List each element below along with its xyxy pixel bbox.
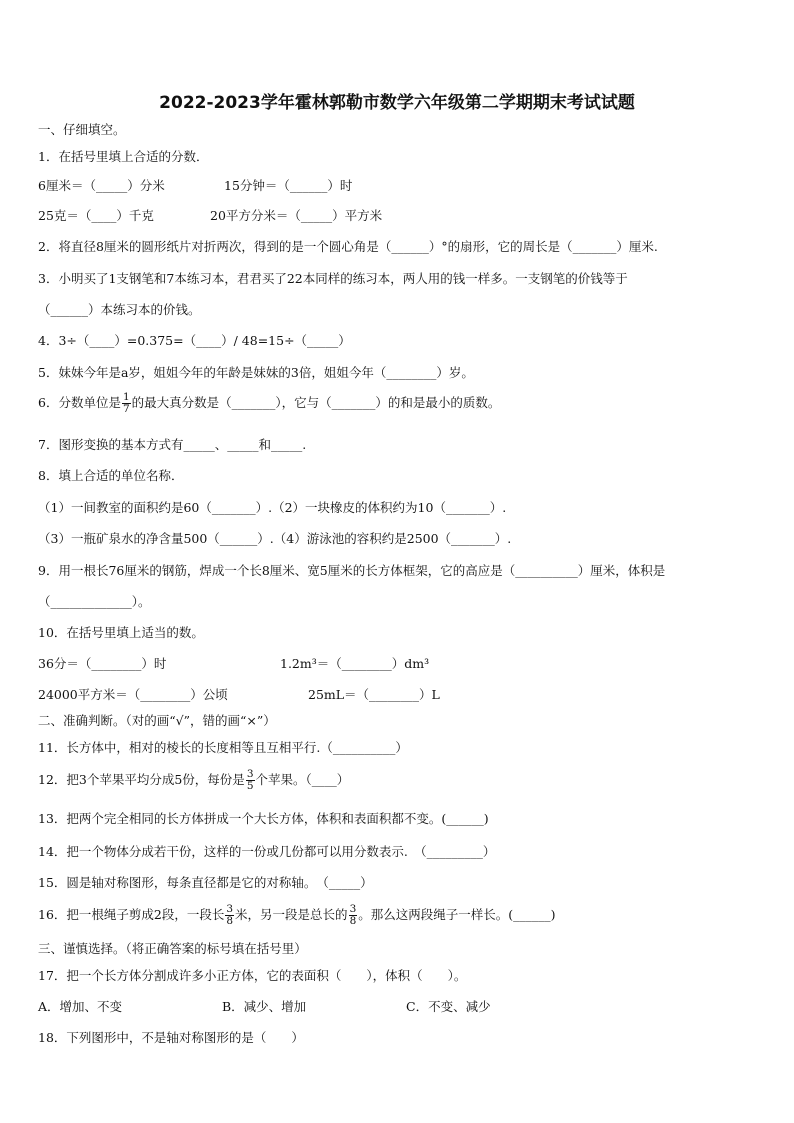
- line-q13: 13．把两个完全相同的长方体拼成一个大长方体，体积和表面积都不变。(______): [38, 811, 489, 826]
- line-s1: 一、仔细填空。: [38, 122, 126, 137]
- line-q8b: （3）一瓶矿泉水的净含量500（______）.（4）游泳池的容积约是2500（_______）.: [38, 531, 512, 546]
- line-q7: 7．图形变换的基本方式有_____、_____和_____.: [38, 437, 307, 452]
- q16-text-before: 16．把一根绳子剪成2段，一段长: [38, 907, 225, 922]
- q16-fraction-2: [349, 904, 358, 927]
- line-q10: 10．在括号里填上适当的数。: [38, 625, 204, 640]
- line-q5: 5．妹妹今年是a岁，姐姐今年的年龄是妹妹的3倍，姐姐今年（________）岁。: [38, 365, 474, 380]
- line-q6: [38, 392, 500, 415]
- line-q17: 17．把一个长方体分割成许多小正方体，它的表面积（ ），体积（ ）。: [38, 968, 467, 983]
- q12-fraction-denominator: 5: [246, 780, 254, 792]
- q16-text-after-2: 。那么这两段绳子一样长。(______): [358, 907, 556, 922]
- line-q14: 14．把一个物体分成若干份，这样的一份或几份都可以用分数表示. （_________）: [38, 844, 496, 859]
- q12-fraction: [246, 769, 255, 792]
- q6-fraction-denominator: 7: [122, 403, 130, 415]
- q6-text-before: 6．分数单位是: [38, 395, 121, 410]
- q16-fraction: [225, 904, 234, 927]
- q6-fraction-numerator: 1: [122, 391, 130, 403]
- line-q8: 8．填上合适的单位名称．: [38, 468, 184, 483]
- line-q9b: （_____________）。: [38, 594, 151, 609]
- line-q3a: 3．小明买了1支钢笔和7本练习本，君君买了22本同样的练习本，两人用的钱一样多。一支钢笔的价钱等于: [38, 271, 628, 286]
- q6-fraction: [122, 392, 131, 415]
- q16-fraction-2-denominator: 8: [349, 915, 357, 927]
- line-q10a-part-1: 1.2m³＝（________）dm³: [280, 656, 430, 671]
- line-q4: 4．3÷（____）=0.375=（____）/ 48=15÷（_____）: [38, 333, 351, 348]
- line-q1: 1．在括号里填上合适的分数．: [38, 149, 209, 164]
- line-q15: 15．圆是轴对称图形，每条直径都是它的对称轴。 （_____）: [38, 875, 373, 890]
- line-q11: 11．长方体中，相对的棱长的长度相等且互相平行.（__________）: [38, 740, 408, 755]
- q16-fraction-numerator: 3: [226, 903, 234, 915]
- line-q2: 2．将直径8厘米的圆形纸片对折两次，得到的是一个圆心角是（______）°的扇形，它的周长是（_______）厘米.: [38, 239, 658, 254]
- line-q12: [38, 769, 349, 792]
- q12-text-after: 个苹果。（____）: [255, 772, 350, 787]
- line-q17o-part-2: C．不变、减少: [406, 999, 491, 1014]
- line-q17o-part-1: B．减少、增加: [222, 999, 307, 1014]
- page-title: 2022-2023学年霍林郭勒市数学六年级第二学期期末考试试题: [159, 93, 635, 113]
- line-q9a: 9．用一根长76厘米的钢筋，焊成一个长8厘米、宽5厘米的长方体框架，它的高应是（__________）厘米，体积是: [38, 563, 666, 578]
- line-q10b-part-1: 25mL＝（________）L: [308, 687, 440, 702]
- line-q18: 18．下列图形中，不是轴对称图形的是（ ）: [38, 1030, 304, 1045]
- line-q1b-part-0: 25克＝（____）千克: [38, 208, 154, 223]
- q16-fraction-denominator: 8: [226, 915, 234, 927]
- line-q10b-part-0: 24000平方米＝（________）公顷: [38, 687, 228, 702]
- line-q10a-part-0: 36分＝（________）时: [38, 656, 167, 671]
- line-q3b: （______）本练习本的价钱。: [38, 302, 201, 317]
- q6-text-after: 的最大真分数是（_______），它与（_______）的和是最小的质数。: [131, 395, 501, 410]
- line-s3: 三、谨慎选择。（将正确答案的标号填在括号里）: [38, 941, 307, 956]
- line-q8a: （1）一间教室的面积约是60（_______）.（2）一块橡皮的体积约为10（_______）.: [38, 500, 507, 515]
- line-q16: [38, 904, 556, 927]
- line-q1a-part-0: 6厘米＝（_____）分米: [38, 178, 165, 193]
- line-q1b-part-1: 20平方分米＝（_____）平方米: [210, 208, 383, 223]
- q16-text-after: 米，另一段是总长的: [235, 907, 348, 922]
- line-q1a-part-1: 15分钟＝（______）时: [224, 178, 353, 193]
- q12-text-before: 12．把3个苹果平均分成5份，每份是: [38, 772, 245, 787]
- q16-fraction-2-numerator: 3: [349, 903, 357, 915]
- line-q17o-part-0: A．增加、不变: [38, 999, 123, 1014]
- q12-fraction-numerator: 3: [246, 768, 254, 780]
- line-s2: 二、准确判断。（对的画“√”，错的画“×”）: [38, 713, 276, 728]
